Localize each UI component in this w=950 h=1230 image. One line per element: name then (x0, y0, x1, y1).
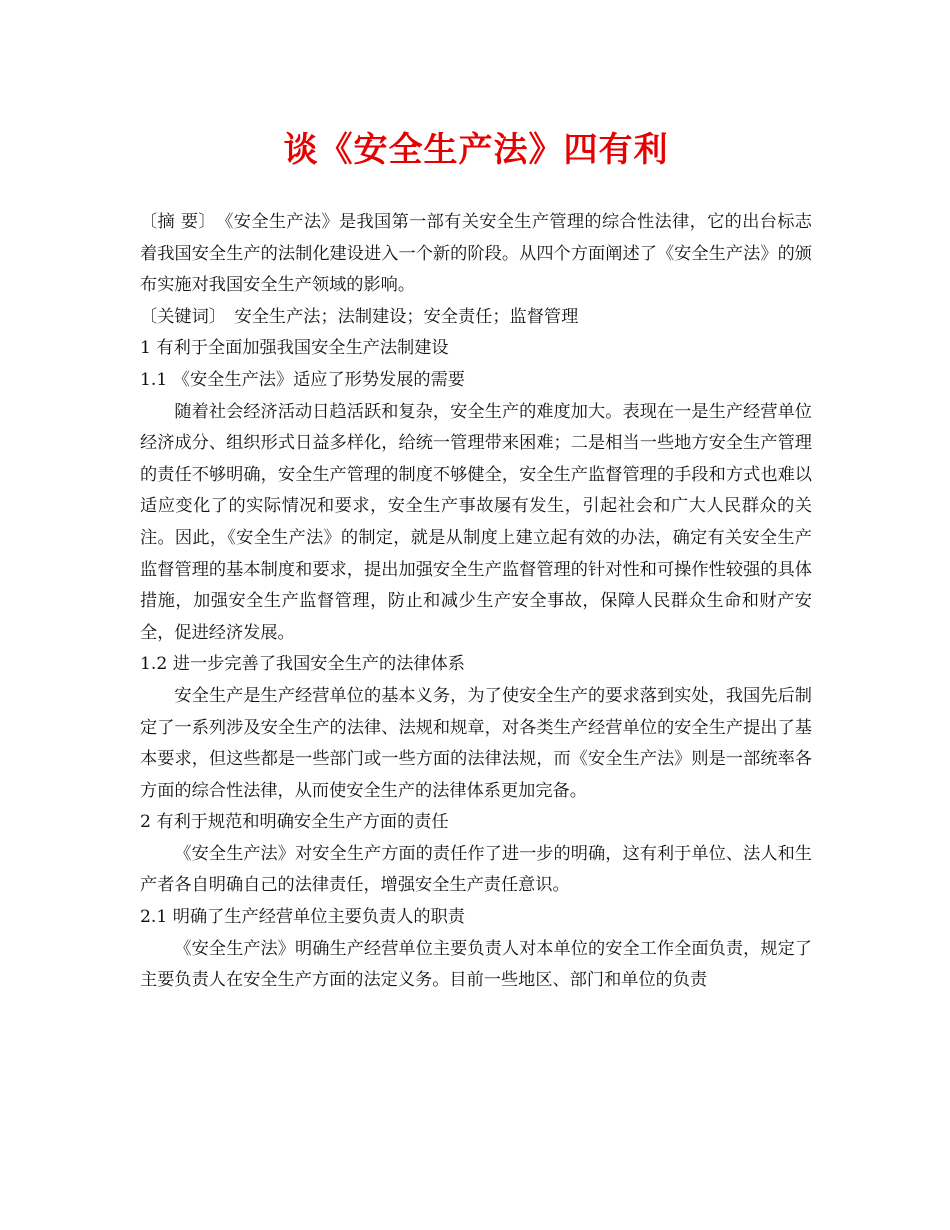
document-body (140, 207, 812, 997)
section-heading: 1 有利于全面加强我国安全生产法制建设 (140, 338, 449, 359)
abstract-text: 《安全生产法》是我国第一部有关安全生产管理的综合性法律，它的出台标志着我国安全生产的法制化建设进入一个新的阶段。从四个方面阐述了《安全生产法》的颁布实施对我国安全生产领域的影响。 (140, 212, 812, 296)
section-paragraph: 随着社会经济活动日趋活跃和复杂，安全生产的难度加大。表现在一是生产经营单位经济成分、组织形式日益多样化，给统一管理带来困难；二是相当一些地方安全生产管理的责任不够明确，安全生产管理的制度不够健全，安全生产监督管理的手段和方式也难以适应变化了的实际情况和要求，安全生产事故屡有发生，引起社会和广大人民群众的关注。因此，《安全生产法》的制定，就是从制度上建立起有效的办法，确定有关安全生产监督管理的基本制度和要求，提出加强安全生产监督管理的针对性和可操作性较强的具体措施，加强安全生产监督管理，防止和减少生产安全事故，保障人民群众生命和财产安全，促进经济发展。 (140, 401, 812, 643)
section-heading: 2 有利于规范和明确安全生产方面的责任 (140, 812, 449, 833)
abstract-label: 〔摘 要〕 (140, 212, 208, 232)
abstract (140, 207, 812, 302)
section-paragraph: 安全生产是生产经营单位的基本义务，为了使安全生产的要求落到实处，我国先后制定了一系列涉及安全生产的法律、法规和规章，对各类生产经营单位的安全生产提出了基本要求，但这些都是一些部门或一些方面的法律法规，而《安全生产法》则是一部统率各方面的综合性法律，从而使安全生产的法律体系更加完备。 (140, 685, 812, 801)
keywords (140, 302, 812, 334)
section-paragraph: 《安全生产法》明确生产经营单位主要负责人对本单位的安全工作全面负责，规定了主要负责人在安全生产方面的法定义务。目前一些地区、部门和单位的负责 (140, 938, 812, 991)
section-heading: 1.2 进一步完善了我国安全生产的法律体系 (140, 654, 465, 675)
keywords-text: 安全生产法；法制建设；安全责任；监督管理 (234, 306, 579, 327)
section-heading: 2.1 明确了生产经营单位主要负责人的职责 (140, 907, 465, 928)
document-title: 谈《安全生产法》四有利 (283, 130, 669, 170)
section-paragraph: 《安全生产法》对安全生产方面的责任作了进一步的明确，这有利于单位、法人和生产者各自明确自己的法律责任，增强安全生产责任意识。 (140, 843, 812, 896)
section-heading: 1.1 《安全生产法》适应了形势发展的需要 (140, 369, 465, 390)
keywords-label: 〔关键词〕 (140, 306, 218, 327)
